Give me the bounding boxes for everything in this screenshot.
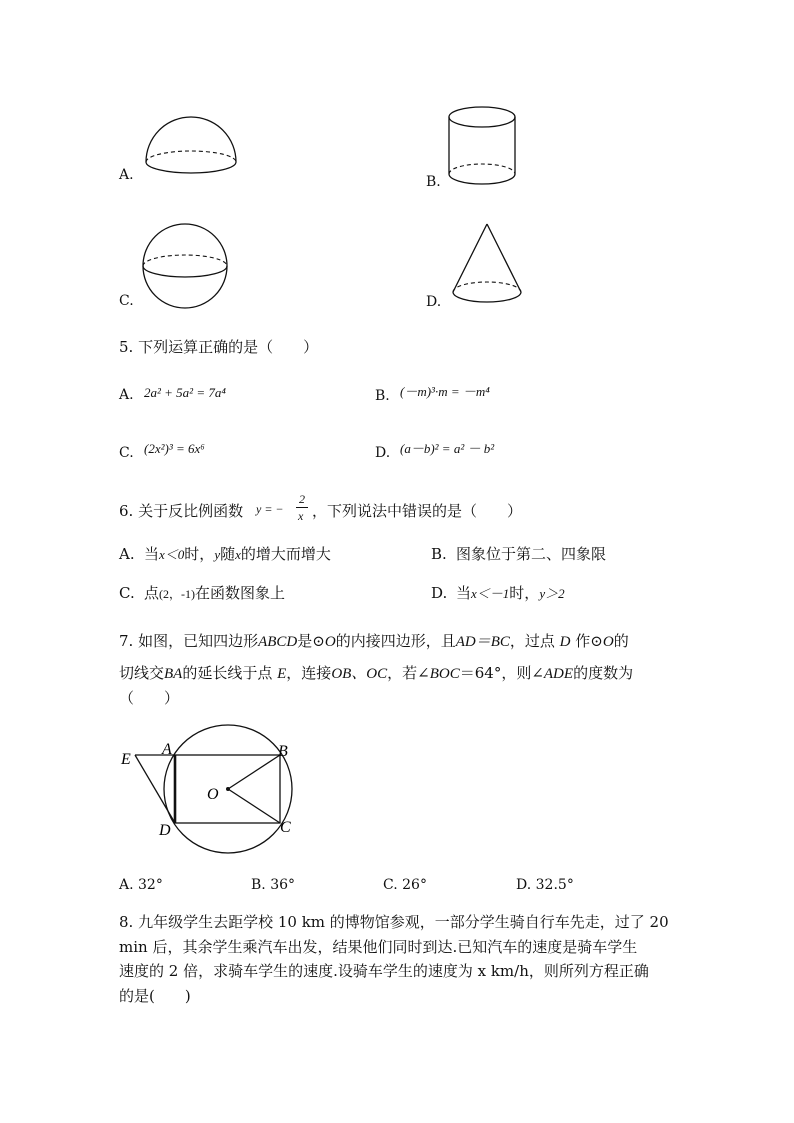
circle-quadrilateral-figure — [115, 735, 315, 855]
cylinder-figure — [448, 104, 528, 194]
option-letter: C. — [119, 584, 135, 602]
option-d-expr: (a－b)² = a² － b² — [400, 441, 495, 456]
option-b-text: 图象位于第二、四象限 — [456, 545, 607, 563]
option-letter: D. — [426, 294, 442, 310]
option-letter: A. — [119, 545, 135, 563]
function-lhs: y = − — [256, 502, 284, 516]
question-stem-line1: 8. 九年级学生去距学校 10 km 的博物馆参观，一部分学生骑自行车先走，过了 20 — [119, 913, 669, 931]
option-c: C. 26° — [383, 877, 427, 893]
question-stem-line4: 的是( ) — [119, 987, 191, 1005]
option-c-expr: (2x²)³ = 6x⁶ — [144, 441, 205, 456]
option-letter: C. — [119, 293, 134, 309]
option-b-expr: (－m)³·m = －m⁴ — [400, 384, 490, 399]
function-denominator: x — [298, 509, 304, 523]
answer-blank: （ ） — [119, 689, 180, 707]
option-letter: D. — [431, 584, 448, 602]
option-letter: D. — [375, 445, 391, 461]
option-a-expr: 2a² + 5a² = 7a⁴ — [144, 385, 226, 400]
option-d: D. 32.5° — [516, 877, 574, 893]
question-stem: 5. 下列运算正确的是（ ） — [119, 338, 319, 356]
label-e: E — [121, 751, 131, 768]
label-d: D — [159, 822, 171, 839]
cone-figure — [450, 222, 530, 312]
sphere-figure — [140, 224, 230, 314]
option-letter: B. — [375, 388, 390, 404]
option-letter: A. — [119, 167, 134, 183]
question-stem-line2: 切线交BA的延长线于点 E，连接OB、OC，若∠BOC＝64°，则∠ADE的度数为 — [119, 664, 634, 682]
question-stem-line3: 速度的 2 倍，求骑车学生的速度.设骑车学生的速度为 x km/h，则所列方程正确 — [119, 962, 649, 980]
option-letter: A. — [119, 387, 134, 403]
question-stem-start: 6. 关于反比例函数 — [119, 502, 244, 520]
option-c-text: 点(2，-1)在函数图象上 — [144, 584, 286, 602]
option-d-text: 当x＜－1时，y＞2 — [456, 584, 565, 602]
option-a: A. 32° — [119, 877, 163, 893]
label-b: B — [278, 743, 288, 760]
function-numerator: 2 — [299, 492, 305, 506]
option-letter: C. — [119, 445, 134, 461]
question-stem-end: ，下列说法中错误的是（ ） — [312, 502, 523, 520]
label-a: A — [162, 741, 172, 758]
option-letter: B. — [431, 545, 447, 563]
hemisphere-figure — [140, 112, 240, 172]
question-stem-line1: 7. 如图，已知四边形ABCD是⊙O的内接四边形，且AD＝BC，过点 D 作⊙O的 — [119, 632, 629, 650]
option-letter: B. — [426, 174, 441, 190]
option-b: B. 36° — [251, 877, 296, 893]
question-stem-line2: min 后，其余学生乘汽车出发，结果他们同时到达.已知汽车的速度是骑车学生 — [119, 938, 638, 956]
label-o: O — [207, 786, 219, 803]
label-c: C — [280, 819, 291, 836]
option-a-text: 当x＜0时，y随x的增大而增大 — [144, 545, 331, 563]
